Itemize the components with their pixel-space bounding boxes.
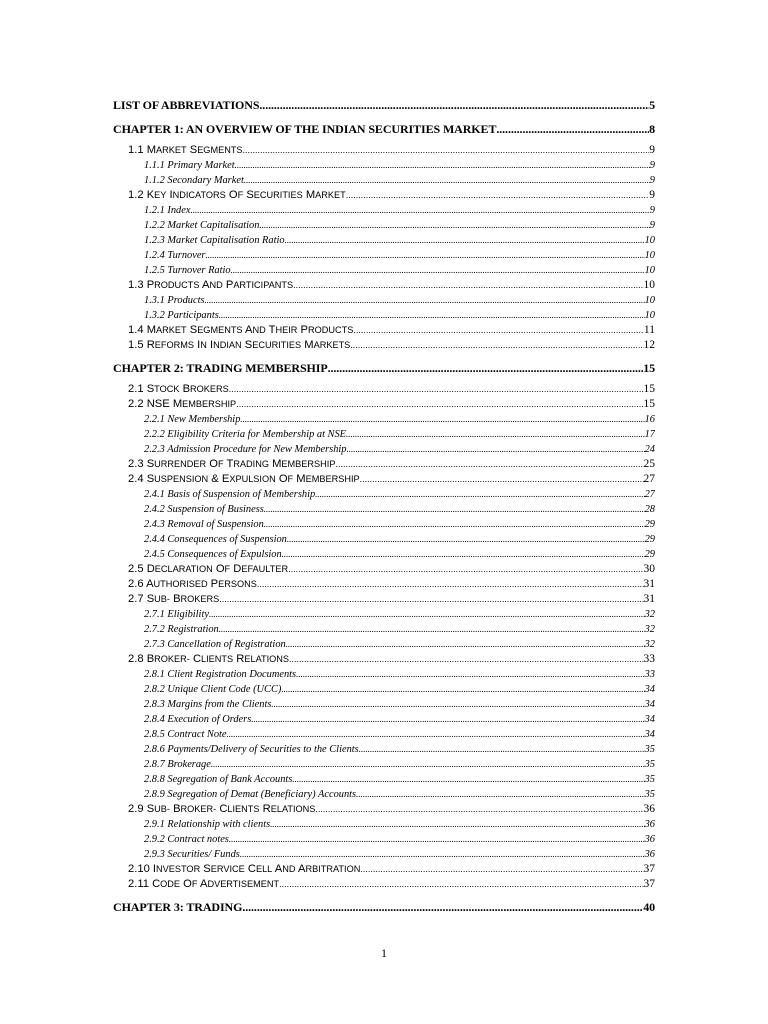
- toc-entry[interactable]: [144, 712, 655, 727]
- toc-entry[interactable]: [128, 652, 655, 667]
- toc-entry[interactable]: [144, 203, 655, 218]
- toc-entry-page: 10: [644, 310, 655, 321]
- toc-leader-dots: [231, 263, 645, 278]
- toc-leader-dots: [243, 143, 650, 158]
- toc-entry-title: 2.4 SUSPENSION & EXPULSION OF MEMBERSHIP: [128, 473, 360, 485]
- toc-entry[interactable]: [144, 502, 655, 517]
- toc-entry-page: 32: [644, 639, 655, 650]
- toc-entry[interactable]: [144, 248, 655, 263]
- toc-entry-page: 31: [643, 578, 655, 590]
- toc-entry[interactable]: [128, 592, 655, 607]
- toc-entry-page: 27: [644, 489, 655, 500]
- toc-entry-title: 1.5 REFORMS IN INDIAN SECURITIES MARKETS: [128, 339, 351, 351]
- toc-entry-title: 1.3.1 Products: [144, 295, 205, 306]
- toc-entry-title: 1.2.5 Turnover Ratio: [144, 265, 231, 276]
- toc-entry-page: 34: [644, 684, 655, 695]
- toc-leader-dots: [219, 308, 645, 323]
- toc-entry[interactable]: [144, 487, 655, 502]
- toc-leader-dots: [229, 382, 644, 397]
- toc-entry-title: 2.8.8 Segregation of Bank Accounts: [144, 774, 293, 785]
- toc-leader-dots: [240, 847, 645, 862]
- toc-entry[interactable]: [144, 158, 655, 173]
- toc-entry-title: 2.8.4 Execution of Orders: [144, 714, 252, 725]
- toc-entry[interactable]: [128, 338, 655, 353]
- toc-entry-title: 2.9 SUB- BROKER- CLIENTS RELATIONS: [128, 803, 316, 815]
- toc-entry-title: 2.9.2 Contract notes: [144, 834, 229, 845]
- toc-leader-dots: [270, 817, 644, 832]
- toc-entry[interactable]: [128, 862, 655, 877]
- toc-leader-dots: [496, 121, 649, 137]
- toc-leader-dots: [190, 203, 649, 218]
- toc-entry-title: 2.4.1 Basis of Suspension of Membership: [144, 489, 316, 500]
- toc-entry-page: 16: [644, 414, 655, 425]
- toc-entry[interactable]: [144, 742, 655, 757]
- toc-entry[interactable]: [144, 308, 655, 323]
- table-of-contents: [113, 97, 655, 915]
- toc-entry-title: CHAPTER 3: TRADING: [113, 900, 243, 914]
- toc-entry-page: 9: [649, 205, 655, 216]
- toc-entry-title: 2.8.3 Margins from the Clients: [144, 699, 272, 710]
- toc-entry-title: 2.4.5 Consequences of Expulsion: [144, 549, 282, 560]
- toc-entry-title: 2.8.6 Payments/Delivery of Securities to the Clients: [144, 744, 359, 755]
- toc-entry-page: 33: [643, 653, 655, 665]
- toc-leader-dots: [219, 592, 643, 607]
- page-number: 1: [381, 946, 387, 960]
- toc-entry-title: 2.4.4 Consequences of Suspension: [144, 534, 287, 545]
- toc-entry-page: 15: [643, 361, 655, 375]
- toc-entry[interactable]: [113, 360, 655, 376]
- toc-entry-title: 2.8.7 Brokerage: [144, 759, 211, 770]
- toc-entry-page: 8: [649, 122, 655, 136]
- toc-leader-dots: [296, 667, 645, 682]
- toc-leader-dots: [346, 427, 645, 442]
- toc-entry-page: 35: [644, 759, 655, 770]
- toc-entry-page: 29: [644, 549, 655, 560]
- toc-leader-dots: [315, 802, 643, 817]
- toc-entry-page: 33: [644, 669, 655, 680]
- toc-entry-title: 1.4 MARKET SEGMENTS AND THEIR PRODUCTS: [128, 324, 354, 336]
- toc-entry-title: 2.2 NSE MEMBERSHIP: [128, 398, 237, 410]
- toc-entry-page: 35: [644, 789, 655, 800]
- toc-leader-dots: [347, 442, 645, 457]
- toc-leader-dots: [235, 158, 650, 173]
- toc-entry-page: 12: [643, 339, 655, 351]
- toc-entry-title: 2.8 BROKER- CLIENTS RELATIONS: [128, 653, 290, 665]
- toc-entry-page: 36: [644, 849, 655, 860]
- toc-entry-title: 2.6 AUTHORISED PERSONS: [128, 578, 257, 590]
- toc-entry-title: 2.9.1 Relationship with clients: [144, 819, 271, 830]
- toc-entry-title: 2.8.5 Contract Note: [144, 729, 227, 740]
- toc-entry-page: 31: [643, 593, 655, 605]
- toc-entry-page: 10: [644, 250, 655, 261]
- toc-entry-page: 17: [644, 429, 655, 440]
- toc-entry[interactable]: [144, 218, 655, 233]
- toc-entry-title: 1.2.1 Index: [144, 205, 191, 216]
- toc-entry[interactable]: [128, 457, 655, 472]
- toc-entry-page: 35: [644, 744, 655, 755]
- toc-leader-dots: [244, 173, 650, 188]
- toc-entry[interactable]: [128, 382, 655, 397]
- toc-leader-dots: [205, 293, 645, 308]
- toc-entry-title: 1.2.2 Market Capitalisation: [144, 220, 260, 231]
- toc-entry-page: 11: [643, 324, 655, 336]
- toc-entry-title: 2.5 DECLARATION OF DEFAULTER: [128, 563, 289, 575]
- toc-entry-title: 2.7.2 Registration: [144, 624, 219, 635]
- toc-entry-title: 2.2.3 Admission Procedure for New Membership: [144, 444, 347, 455]
- toc-leader-dots: [259, 97, 649, 113]
- toc-entry[interactable]: [144, 832, 655, 847]
- toc-leader-dots: [360, 862, 643, 877]
- toc-entry-page: 36: [644, 834, 655, 845]
- toc-entry[interactable]: [144, 547, 655, 562]
- toc-entry[interactable]: [144, 637, 655, 652]
- toc-entry[interactable]: [144, 427, 655, 442]
- toc-entry[interactable]: [144, 412, 655, 427]
- toc-entry[interactable]: [113, 121, 655, 137]
- toc-entry[interactable]: [144, 293, 655, 308]
- toc-entry-page: 5: [649, 98, 655, 112]
- toc-leader-dots: [282, 547, 645, 562]
- toc-entry[interactable]: [144, 517, 655, 532]
- toc-entry-page: 34: [644, 714, 655, 725]
- toc-leader-dots: [293, 278, 643, 293]
- toc-entry-page: 9: [649, 175, 655, 186]
- toc-entry[interactable]: [144, 667, 655, 682]
- toc-entry[interactable]: [144, 727, 655, 742]
- toc-leader-dots: [328, 360, 644, 376]
- toc-entry[interactable]: [144, 787, 655, 802]
- toc-entry-title: 1.1.1 Primary Market: [144, 160, 235, 171]
- toc-leader-dots: [229, 832, 645, 847]
- toc-leader-dots: [346, 188, 649, 203]
- toc-entry[interactable]: [128, 877, 655, 892]
- toc-entry-title: LIST OF ABBREVIATIONS: [113, 98, 260, 112]
- toc-entry[interactable]: [128, 577, 655, 592]
- toc-leader-dots: [251, 712, 644, 727]
- toc-entry[interactable]: [144, 817, 655, 832]
- toc-entry-title: 2.11 CODE OF ADVERTISEMENT: [128, 878, 280, 890]
- toc-leader-dots: [315, 487, 644, 502]
- toc-leader-dots: [236, 397, 643, 412]
- toc-entry-page: 9: [649, 189, 655, 201]
- toc-entry-title: 2.10 INVESTOR SERVICE CELL AND ARBITRATION: [128, 863, 361, 875]
- toc-entry[interactable]: [144, 263, 655, 278]
- toc-entry-page: 32: [644, 624, 655, 635]
- toc-leader-dots: [257, 577, 644, 592]
- toc-entry-page: 37: [643, 863, 655, 875]
- toc-entry-title: 2.8.2 Unique Client Code (UCC): [144, 684, 282, 695]
- toc-entry-title: 2.2.1 New Membership: [144, 414, 241, 425]
- toc-leader-dots: [335, 457, 643, 472]
- toc-entry-page: 25: [643, 458, 655, 470]
- toc-entry[interactable]: [144, 847, 655, 862]
- toc-entry[interactable]: [128, 562, 655, 577]
- toc-entry-page: 15: [643, 398, 655, 410]
- toc-leader-dots: [209, 607, 645, 622]
- toc-leader-dots: [259, 218, 649, 233]
- toc-entry-page: 10: [644, 265, 655, 276]
- toc-entry-page: 34: [644, 729, 655, 740]
- toc-entry-title: 2.7.1 Eligibility: [144, 609, 209, 620]
- toc-entry-page: 30: [643, 563, 655, 575]
- toc-entry-title: 2.7.3 Cancellation of Registration: [144, 639, 286, 650]
- toc-leader-dots: [227, 727, 645, 742]
- toc-entry-page: 24: [644, 444, 655, 455]
- toc-entry-title: 2.3 SURRENDER OF TRADING MEMBERSHIP: [128, 458, 336, 470]
- toc-entry-title: 1.2.3 Market Capitalisation Ratio: [144, 235, 285, 246]
- toc-entry-title: 1.3 PRODUCTS AND PARTICIPANTS: [128, 279, 294, 291]
- toc-entry-page: 10: [643, 279, 655, 291]
- toc-entry-title: CHAPTER 1: AN OVERVIEW OF THE INDIAN SECURITIES MARKET: [113, 122, 497, 136]
- toc-leader-dots: [289, 652, 643, 667]
- toc-leader-dots: [356, 787, 645, 802]
- toc-entry[interactable]: [144, 697, 655, 712]
- toc-leader-dots: [285, 233, 645, 248]
- toc-entry[interactable]: [144, 173, 655, 188]
- toc-entry-page: 10: [644, 235, 655, 246]
- toc-leader-dots: [286, 637, 645, 652]
- toc-entry[interactable]: [144, 772, 655, 787]
- toc-entry[interactable]: [144, 757, 655, 772]
- toc-entry-title: CHAPTER 2: TRADING MEMBERSHIP: [113, 361, 328, 375]
- toc-entry-page: 36: [643, 803, 655, 815]
- toc-leader-dots: [264, 517, 645, 532]
- toc-entry-page: 40: [643, 900, 655, 914]
- toc-entry-page: 32: [644, 609, 655, 620]
- toc-entry[interactable]: [113, 899, 655, 915]
- toc-leader-dots: [353, 323, 644, 338]
- toc-entry[interactable]: [128, 278, 655, 293]
- toc-entry-page: 9: [649, 144, 655, 156]
- toc-leader-dots: [288, 562, 643, 577]
- toc-entry[interactable]: [128, 143, 655, 158]
- toc-leader-dots: [360, 472, 644, 487]
- toc-entry[interactable]: [128, 188, 655, 203]
- toc-entry-page: 34: [644, 699, 655, 710]
- toc-leader-dots: [350, 338, 643, 353]
- toc-entry-page: 15: [643, 383, 655, 395]
- toc-entry[interactable]: [144, 607, 655, 622]
- toc-entry[interactable]: [128, 472, 655, 487]
- toc-leader-dots: [271, 697, 644, 712]
- toc-leader-dots: [359, 742, 645, 757]
- toc-entry-title: 1.1.2 Secondary Market: [144, 175, 244, 186]
- toc-entry-page: 35: [644, 774, 655, 785]
- toc-entry[interactable]: [113, 97, 655, 113]
- toc-entry[interactable]: [144, 622, 655, 637]
- toc-entry[interactable]: [144, 532, 655, 547]
- toc-entry-title: 2.9.3 Securities/ Funds: [144, 849, 240, 860]
- toc-entry[interactable]: [128, 802, 655, 817]
- toc-leader-dots: [264, 502, 645, 517]
- toc-entry-page: 28: [644, 504, 655, 515]
- toc-entry-page: 27: [643, 473, 655, 485]
- toc-leader-dots: [287, 532, 645, 547]
- toc-entry-title: 2.8.9 Segregation of Demat (Beneficiary) Accounts: [144, 789, 357, 800]
- toc-leader-dots: [279, 877, 643, 892]
- toc-entry-title: 2.4.3 Removal of Suspension: [144, 519, 264, 530]
- toc-leader-dots: [240, 412, 644, 427]
- toc-entry-page: 37: [643, 878, 655, 890]
- toc-leader-dots: [242, 899, 643, 915]
- toc-leader-dots: [281, 682, 644, 697]
- toc-entry-title: 2.1 STOCK BROKERS: [128, 383, 229, 395]
- toc-entry-page: 9: [649, 220, 655, 231]
- toc-leader-dots: [211, 757, 645, 772]
- toc-entry-title: 1.3.2 Participants: [144, 310, 219, 321]
- toc-entry-page: 29: [644, 519, 655, 530]
- toc-entry-page: 36: [644, 819, 655, 830]
- toc-entry[interactable]: [128, 323, 655, 338]
- toc-entry[interactable]: [144, 442, 655, 457]
- toc-entry-title: 2.7 SUB- BROKERS: [128, 593, 220, 605]
- toc-entry[interactable]: [144, 233, 655, 248]
- toc-entry[interactable]: [144, 682, 655, 697]
- toc-leader-dots: [219, 622, 645, 637]
- toc-leader-dots: [292, 772, 644, 787]
- toc-entry-title: 1.2.4 Turnover: [144, 250, 206, 261]
- toc-leader-dots: [205, 248, 644, 263]
- toc-entry-title: 1.2 KEY INDICATORS OF SECURITIES MARKET: [128, 189, 346, 201]
- toc-entry[interactable]: [128, 397, 655, 412]
- toc-entry-title: 2.2.2 Eligibility Criteria for Membership at NSE: [144, 429, 347, 440]
- toc-entry-page: 29: [644, 534, 655, 545]
- toc-entry-title: 2.4.2 Suspension of Business: [144, 504, 264, 515]
- toc-entry-title: 2.8.1 Client Registration Documents: [144, 669, 297, 680]
- toc-entry-title: 1.1 MARKET SEGMENTS: [128, 144, 243, 156]
- toc-entry-page: 9: [649, 160, 655, 171]
- toc-entry-page: 10: [644, 295, 655, 306]
